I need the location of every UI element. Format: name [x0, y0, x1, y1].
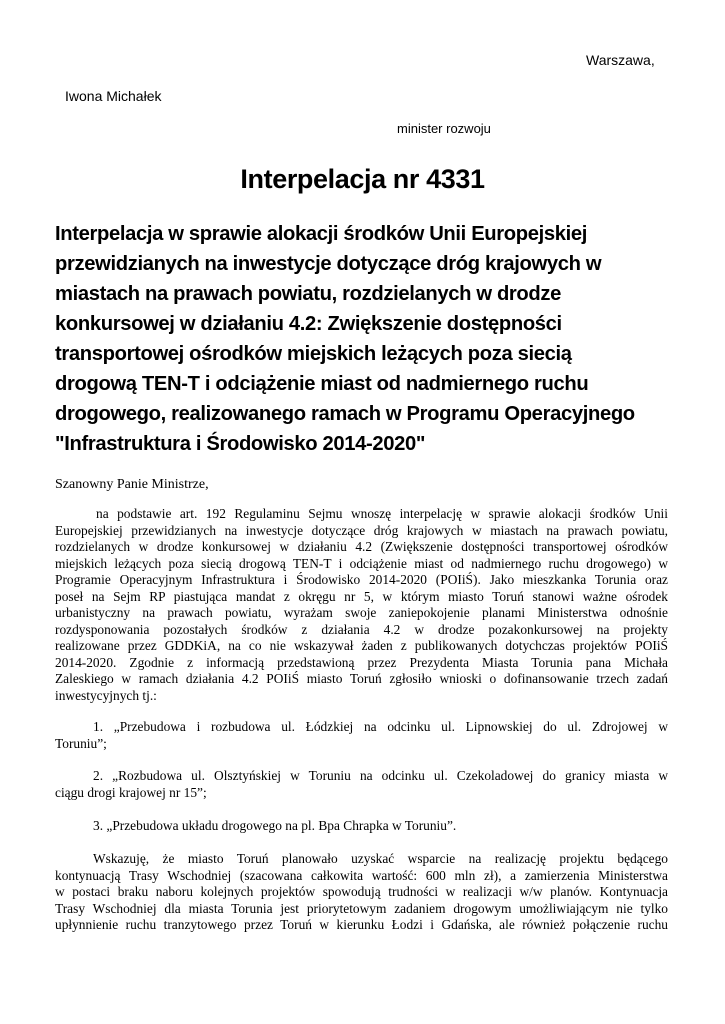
paragraph-line: Programie Operacyjnym Infrastruktura i Środowisko 2014-2020 (POIiŚ). Jako mieszkanka Torunia oraz: [55, 572, 668, 587]
document-city: Warszawa,: [586, 52, 655, 68]
paragraph-line: Europejskiej przewidzianych na inwestycje dotyczące dróg krajowych w miastach na prawach powiatu,: [55, 522, 668, 538]
paragraph-line: 1. „Przebudowa i rozbudowa ul. Łódzkiej na odcinku ul. Lipnowskiej do ul. Zdrojowej w: [93, 719, 668, 734]
subject-line: drogową TEN-T i odciążenie miast od nadmiernego ruchu: [55, 373, 589, 395]
list-item-1: [55, 719, 668, 752]
subject-line: konkursowej w działaniu 4.2: Zwiększenie dostępności: [55, 313, 562, 335]
subject-line: przewidzianych na inwestycje dotyczące dróg krajowych w: [55, 253, 602, 275]
paragraph-line: poseł na Sejm RP piastująca mandat z okręgu nr 5, w którym miasto Toruń stanowi ważne ośrodek: [55, 588, 668, 604]
list-item-2: [55, 768, 668, 801]
paragraph-line: upłynnienie ruchu tranzytowego przez Toruń w kierunku Łodzi i Gdańska, ale również połączenie ruchu: [55, 917, 668, 932]
paragraph-line: miejskich leżących poza siecią drogową TEN-T i odciążenie miast od nadmiernego ruchu drogowego) w: [55, 555, 668, 571]
paragraph-line: Wskazuję, że miasto Toruń planowało uzyskać wsparcie na realizację projektu będącego: [93, 851, 668, 866]
paragraph-line: na podstawie art. 192 Regulaminu Sejmu wnoszę interpelację w sprawie alokacji środków Unii: [96, 506, 668, 521]
subject-line: miastach na prawach powiatu, rozdzielanych w drodze: [55, 283, 562, 305]
subject-line: drogowego, realizowanego ramach w Programu Operacyjnego: [55, 403, 635, 425]
list-item-3: [55, 818, 668, 835]
paragraph-line: Toruniu”;: [55, 735, 107, 751]
subject-line: "Infrastruktura i Środowisko 2014-2020": [55, 433, 426, 455]
document-author: Iwona Michałek: [65, 88, 162, 104]
paragraph-line: 2014-2020. Zgodnie z informacją przedstawioną przez Prezydenta Miasta Torunia pana Michała: [55, 654, 668, 670]
intro-paragraph: [55, 506, 668, 704]
closing-paragraph: [55, 851, 668, 934]
paragraph-line: Zaleskiego w ramach działania 4.2 POIiŚ miasto Toruń zgłosiło wnioski o dofinansowanie trzech zadań: [55, 671, 668, 686]
paragraph-line: w postaci braku naboru kolejnych projektów spowodują trudności w realizacji w/w planów. Kontynuacja: [55, 884, 668, 899]
paragraph-line: urbanistyczny na prawach powiatu, wyrażam swoje zaniepokojenie planami Ministerstwa odnośnie: [55, 605, 668, 620]
paragraph-line: rozdysponowania pozostałych środków z działania 4.2 w drodze pozakonkursowej na projekty: [55, 621, 668, 637]
document-title: Interpelacja nr 4331: [240, 164, 485, 194]
subject-line: transportowej ośrodków miejskich leżących poza siecią: [55, 343, 572, 365]
interpellation-subject: [55, 219, 675, 459]
paragraph-line: rozdzielanych w drodze konkursowej w działaniu 4.2 (Zwiększenie dostępności transportowej ośrodków: [55, 539, 668, 554]
paragraph-line: 3. „Przebudowa układu drogowego na pl. Bpa Chrapka w Toruniu”.: [93, 818, 457, 833]
subject-line: Interpelacja w sprawie alokacji środków Unii Europejskiej: [55, 223, 588, 245]
paragraph-line: ciągu drogi krajowej nr 15”;: [55, 784, 207, 800]
document-addressee: minister rozwoju: [397, 121, 491, 136]
paragraph-line: kontynuacją Trasy Wschodniej (szacowana całkowita wartość: 600 mln zł), a zamierzenia Ministerstwa: [55, 867, 668, 883]
paragraph-line: Trasy Wschodniej dla miasta Torunia jest priorytetowym zadaniem drogowym umożliwiającym nie tylko: [55, 900, 668, 916]
salutation: Szanowny Panie Ministrze,: [55, 477, 209, 492]
paragraph-line: realizowane przez GDDKiA, na co nie wskazywał żaden z publikowanych dotychczas projektów POIiŚ: [55, 638, 668, 653]
paragraph-line: 2. „Rozbudowa ul. Olsztyńskiej w Toruniu na odcinku ul. Czekoladowej do granicy miasta w: [93, 768, 668, 783]
paragraph-line: inwestycyjnych tj.:: [55, 687, 157, 703]
